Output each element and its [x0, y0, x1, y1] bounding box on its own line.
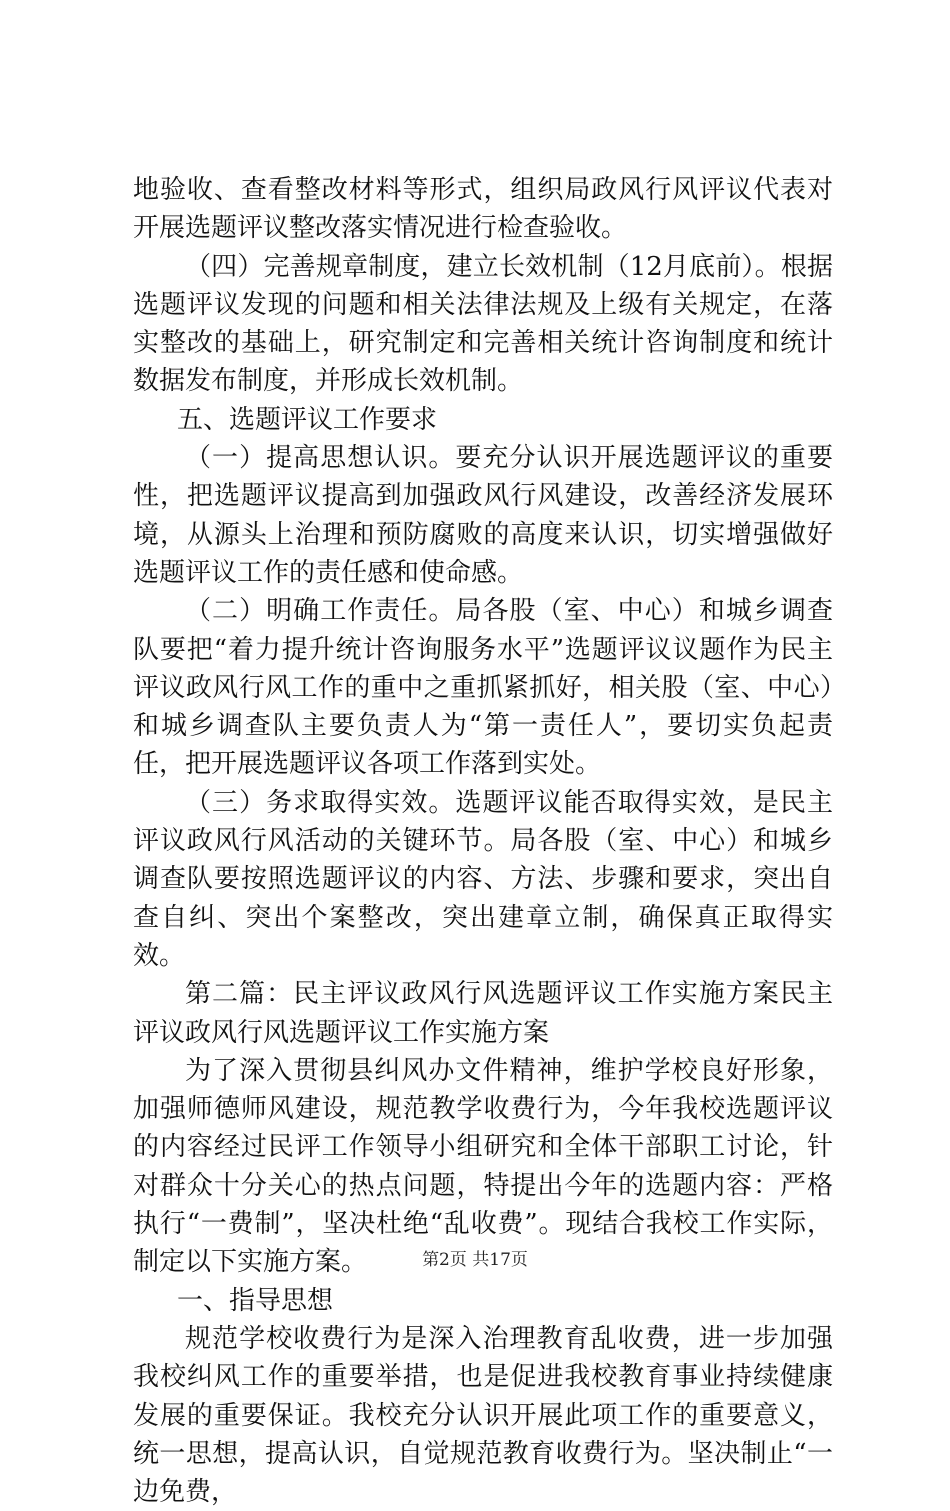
document-body: [133, 171, 833, 1511]
paragraph-improve-rules: （四）完善规章制度，建立长效机制（12月底前）。根据选题评议发现的问题和相关法律法规及上级有关规定，在落实整改的基础上，研究制定和完善相关统计咨询制度和统计数据发布制度，并形成长效机制。: [133, 251, 833, 397]
paragraph-introduction: 为了深入贯彻县纠风办文件精神，维护学校良好形象，加强师德师风建设，规范教学收费行为，今年我校选题评议的内容经过民评工作领导小组研究和全体干部职工讨论，针对群众十分关心的热点问题，特提出今年的选题内容：严格执行“一费制”，坚决杜绝“乱收费”。现结合我校工作实际，制定以下实施方案。: [133, 1055, 833, 1278]
section-heading-guiding-ideology: 一、指导思想: [177, 1285, 334, 1316]
paragraph-seek-results: （三）务求取得实效。选题评议能否取得实效，是民主评议政风行风活动的关键环节。局各股（室、中心）和城乡调查队要按照选题评议的内容、方法、步骤和要求，突出自查自纠、突出个案整改，突出建章立制，确保真正取得实效。: [133, 787, 833, 971]
paragraph-guiding-ideology: 规范学校收费行为是深入治理教育乱收费，进一步加强我校纠风工作的重要举措，也是促进我校教育事业持续健康发展的重要保证。我校充分认识开展此项工作的重要意义，统一思想，提高认识，自觉规范教育收费行为。坚决制止“一边免费，: [133, 1323, 833, 1508]
chapter-title-part-two: 第二篇：民主评议政风行风选题评议工作实施方案民主评议政风行风选题评议工作实施方案: [133, 979, 833, 1048]
paragraph-raise-awareness: （一）提高思想认识。要充分认识开展选题评议的重要性，把选题评议提高到加强政风行风建设，改善经济发展环境，从源头上治理和预防腐败的高度来认识，切实增强做好选题评议工作的责任感和使命感。: [133, 443, 833, 588]
section-heading-requirements: 五、选题评议工作要求: [177, 404, 438, 435]
paragraph-clarify-responsibility: （二）明确工作责任。局各股（室、中心）和城乡调查队要把“着力提升统计咨询服务水平”选题评议议题作为民主评议政风行风工作的重中之重抓紧抓好，相关股（室、中心）和城乡调查队主要负责人为“第一责任人”，要切实负起责任，把开展选题评议各项工作落到实处。: [133, 596, 833, 780]
paragraph-continuation: 地验收、查看整改材料等形式，组织局政风行风评议代表对开展选题评议整改落实情况进行检查验收。: [133, 175, 833, 244]
page-number-footer: 第2页 共17页: [422, 1250, 528, 1270]
